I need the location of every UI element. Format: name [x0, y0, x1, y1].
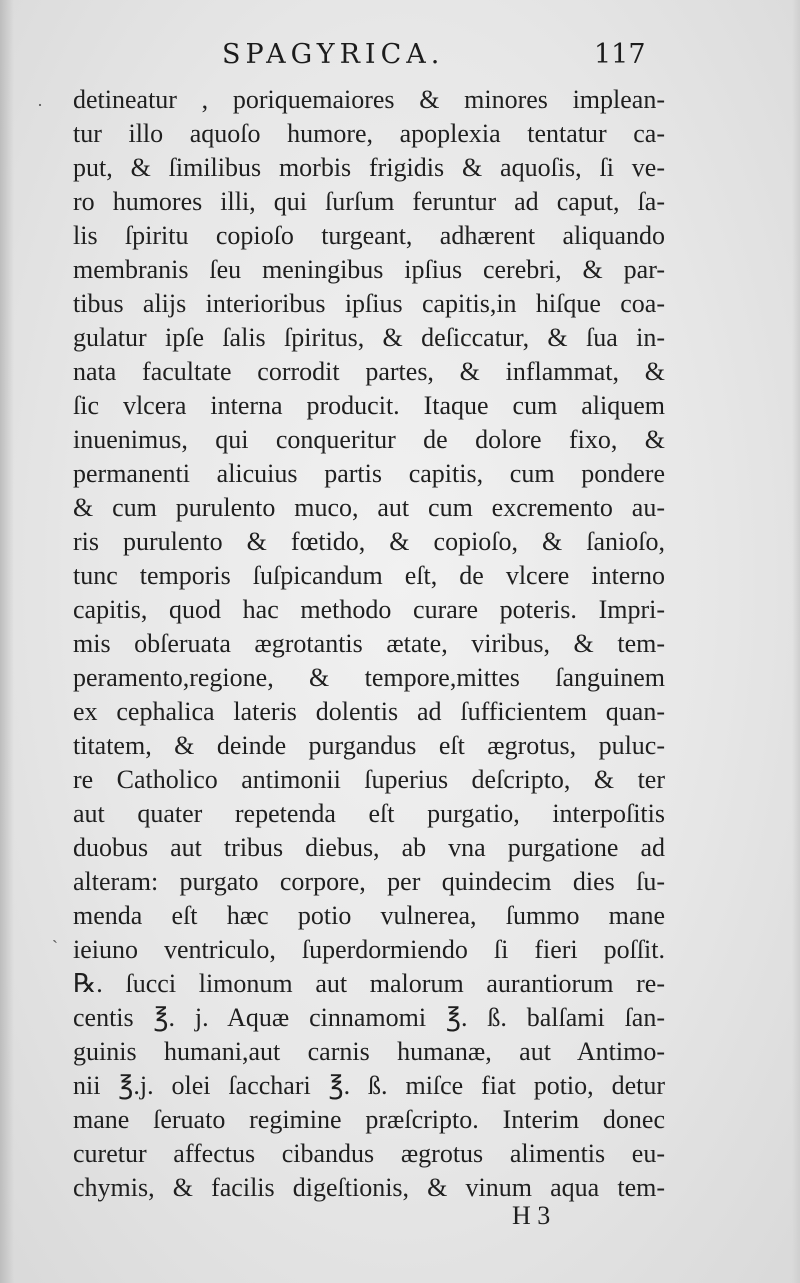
text-line: membranis ſeu meningibus ipſius cerebri, & par- [73, 255, 665, 284]
margin-tick-mark: ` [52, 937, 58, 957]
text-line: ro humores illi, qui ſurſum feruntur ad caput, ſa- [73, 187, 665, 216]
text-line: menda eſt hæc potio vulnerea, ſummo mane [73, 901, 665, 930]
text-line: chymis, & facilis digeſtionis, & vinum aqua tem- [73, 1173, 665, 1202]
text-line: tibus alijs interioribus ipſius capitis,in hiſque coa- [73, 289, 665, 318]
text-line: ſic vlcera interna producit. Itaque cum aliquem [73, 391, 665, 420]
text-line: gulatur ipſe ſalis ſpiritus, & deſiccatur, & ſua in- [73, 323, 665, 352]
text-line: & cum purulento muco, aut cum excremento au- [73, 493, 665, 522]
text-line: permanenti alicuius partis capitis, cum pondere [73, 459, 665, 488]
margin-dot-mark: · [37, 95, 43, 115]
text-line: curetur affectus cibandus ægrotus alimentis eu- [73, 1139, 665, 1168]
text-line: ex cephalica lateris dolentis ad ſufficientem quan- [73, 697, 665, 726]
text-line: guinis humani,aut carnis humanæ, aut Antimo- [73, 1037, 665, 1066]
text-line: capitis, quod hac methodo curare poteris. Impri- [73, 595, 665, 624]
text-line: nii ℥.j. olei ſacchari ℥. ß. miſce fiat potio, detur [73, 1071, 665, 1100]
text-line: titatem, & deinde purgandus eſt ægrotus, puluc- [73, 731, 665, 760]
running-head: SPAGYRICA. [222, 39, 445, 70]
text-line: detineatur , poriquemaiores & minores implean- [73, 85, 665, 114]
text-line: duobus aut tribus diebus, ab vna purgatione ad [73, 833, 665, 862]
text-line: tur illo aquoſo humore, apoplexia tentatur ca- [73, 119, 665, 148]
text-line: lis ſpiritu copioſo turgeant, adhærent aliquando [73, 221, 665, 250]
text-line: ieiuno ventriculo, ſuperdormiendo ſi fieri poſſit. [73, 935, 665, 964]
text-line: inuenimus, qui conqueritur de dolore fixo, & [73, 425, 665, 454]
text-line: alteram: purgato corpore, per quindecim dies ſu- [73, 867, 665, 896]
text-line: peramento,regione, & tempore,mittes ſanguinem [73, 663, 665, 692]
text-line: centis ℥. j. Aquæ cinnamomi ℥. ß. balſami ſan- [73, 1003, 665, 1032]
recipe-line: ℞. ſucci limonum aut malorum aurantiorum re- [73, 969, 665, 998]
signature-mark: H 3 [512, 1201, 551, 1230]
text-line: re Catholico antimonii ſuperius deſcripto, & ter [73, 765, 665, 794]
text-line: nata facultate corrodit partes, & inflammat, & [73, 357, 665, 386]
text-line: put, & ſimilibus morbis frigidis & aquoſis, ſi ve- [73, 153, 665, 182]
text-line: ris purulento & fœtido, & copioſo, & ſanioſo, [73, 527, 665, 556]
text-line: mis obſeruata ægrotantis ætate, viribus, & tem- [73, 629, 665, 658]
text-line: tunc temporis ſuſpicandum eſt, de vlcere interno [73, 561, 665, 590]
page-number: 117 [594, 39, 646, 70]
text-line: mane ſeruato regimine præſcripto. Interim donec [73, 1105, 665, 1134]
text-line: aut quater repetenda eſt purgatio, interpoſitis [73, 799, 665, 828]
